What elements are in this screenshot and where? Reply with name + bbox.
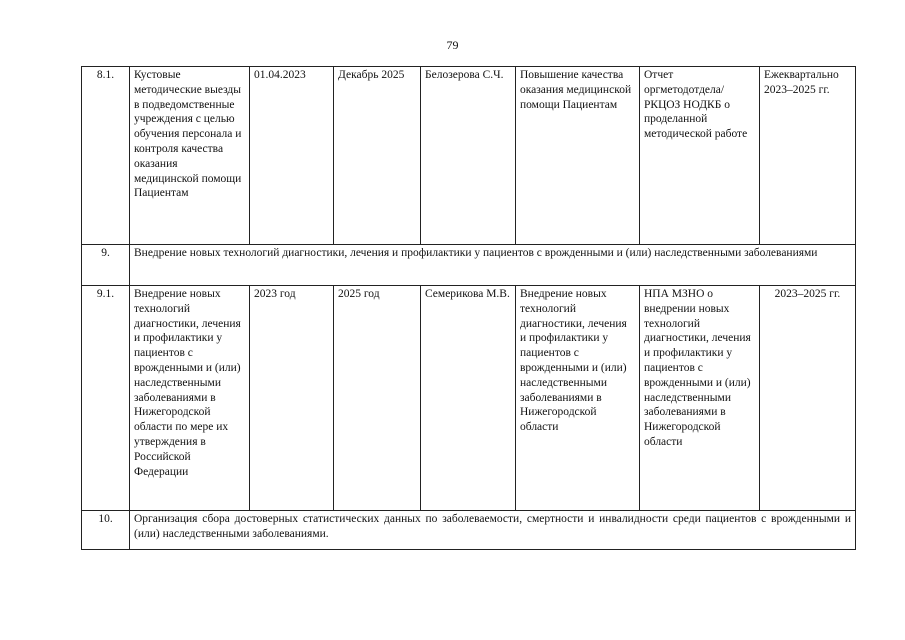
event-cell: Кустовые методические выезды в подведомственные учреждения с целью обучения персонала и контроля качества оказания медицинской помощи Пациентам [130,67,250,245]
end-date-cell: 2025 год [334,286,421,511]
period-cell: Ежеквартально 2023–2025 гг. [760,67,856,245]
page-number: 79 [446,38,459,52]
row-number: 10. [82,511,130,550]
result-cell: Внедрение новых технологий диагностики, лечения и профилактики у пациентов с врожденными и (или) наследственными заболеваниями в Нижегородской области [516,286,640,511]
row-number: 8.1. [82,67,130,245]
report-cell: Отчет оргметодотдела/РКЦОЗ НОДКБ о проделанной методической работе [640,67,760,245]
row-number: 9. [82,245,130,286]
section-row [82,511,856,550]
result-cell: Повышение качества оказания медицинской помощи Пациентам [516,67,640,245]
report-cell: НПА МЗНО о внедрении новых технологий диагностики, лечения и профилактики у пациентов с врожденными и (или) наследственными заболеваниями в Нижегородской области [640,286,760,511]
measures-table [81,66,856,550]
section-row [82,245,856,286]
start-date-cell: 2023 год [250,286,334,511]
row-number: 9.1. [82,286,130,511]
period-cell: 2023–2025 гг. [760,286,856,511]
end-date-cell: Декабрь 2025 [334,67,421,245]
start-date-cell: 01.04.2023 [250,67,334,245]
section-title: Организация сбора достоверных статистических данных по заболеваемости, смертности и инвалидности среди пациентов с врожденными и (или) наследственными заболеваниями. [130,511,856,550]
table-row [82,67,856,245]
responsible-cell: Белозерова С.Ч. [421,67,516,245]
table-row [82,286,856,511]
event-cell: Внедрение новых технологий диагностики, лечения и профилактики у пациентов с врожденными и (или) наследственными заболеваниями в Нижегородской области по мере их утверждения в Российской Федерации [130,286,250,511]
section-title: Внедрение новых технологий диагностики, лечения и профилактики у пациентов с врожденными и (или) наследственными заболеваниями [130,245,856,286]
responsible-cell: Семерикова М.В. [421,286,516,511]
